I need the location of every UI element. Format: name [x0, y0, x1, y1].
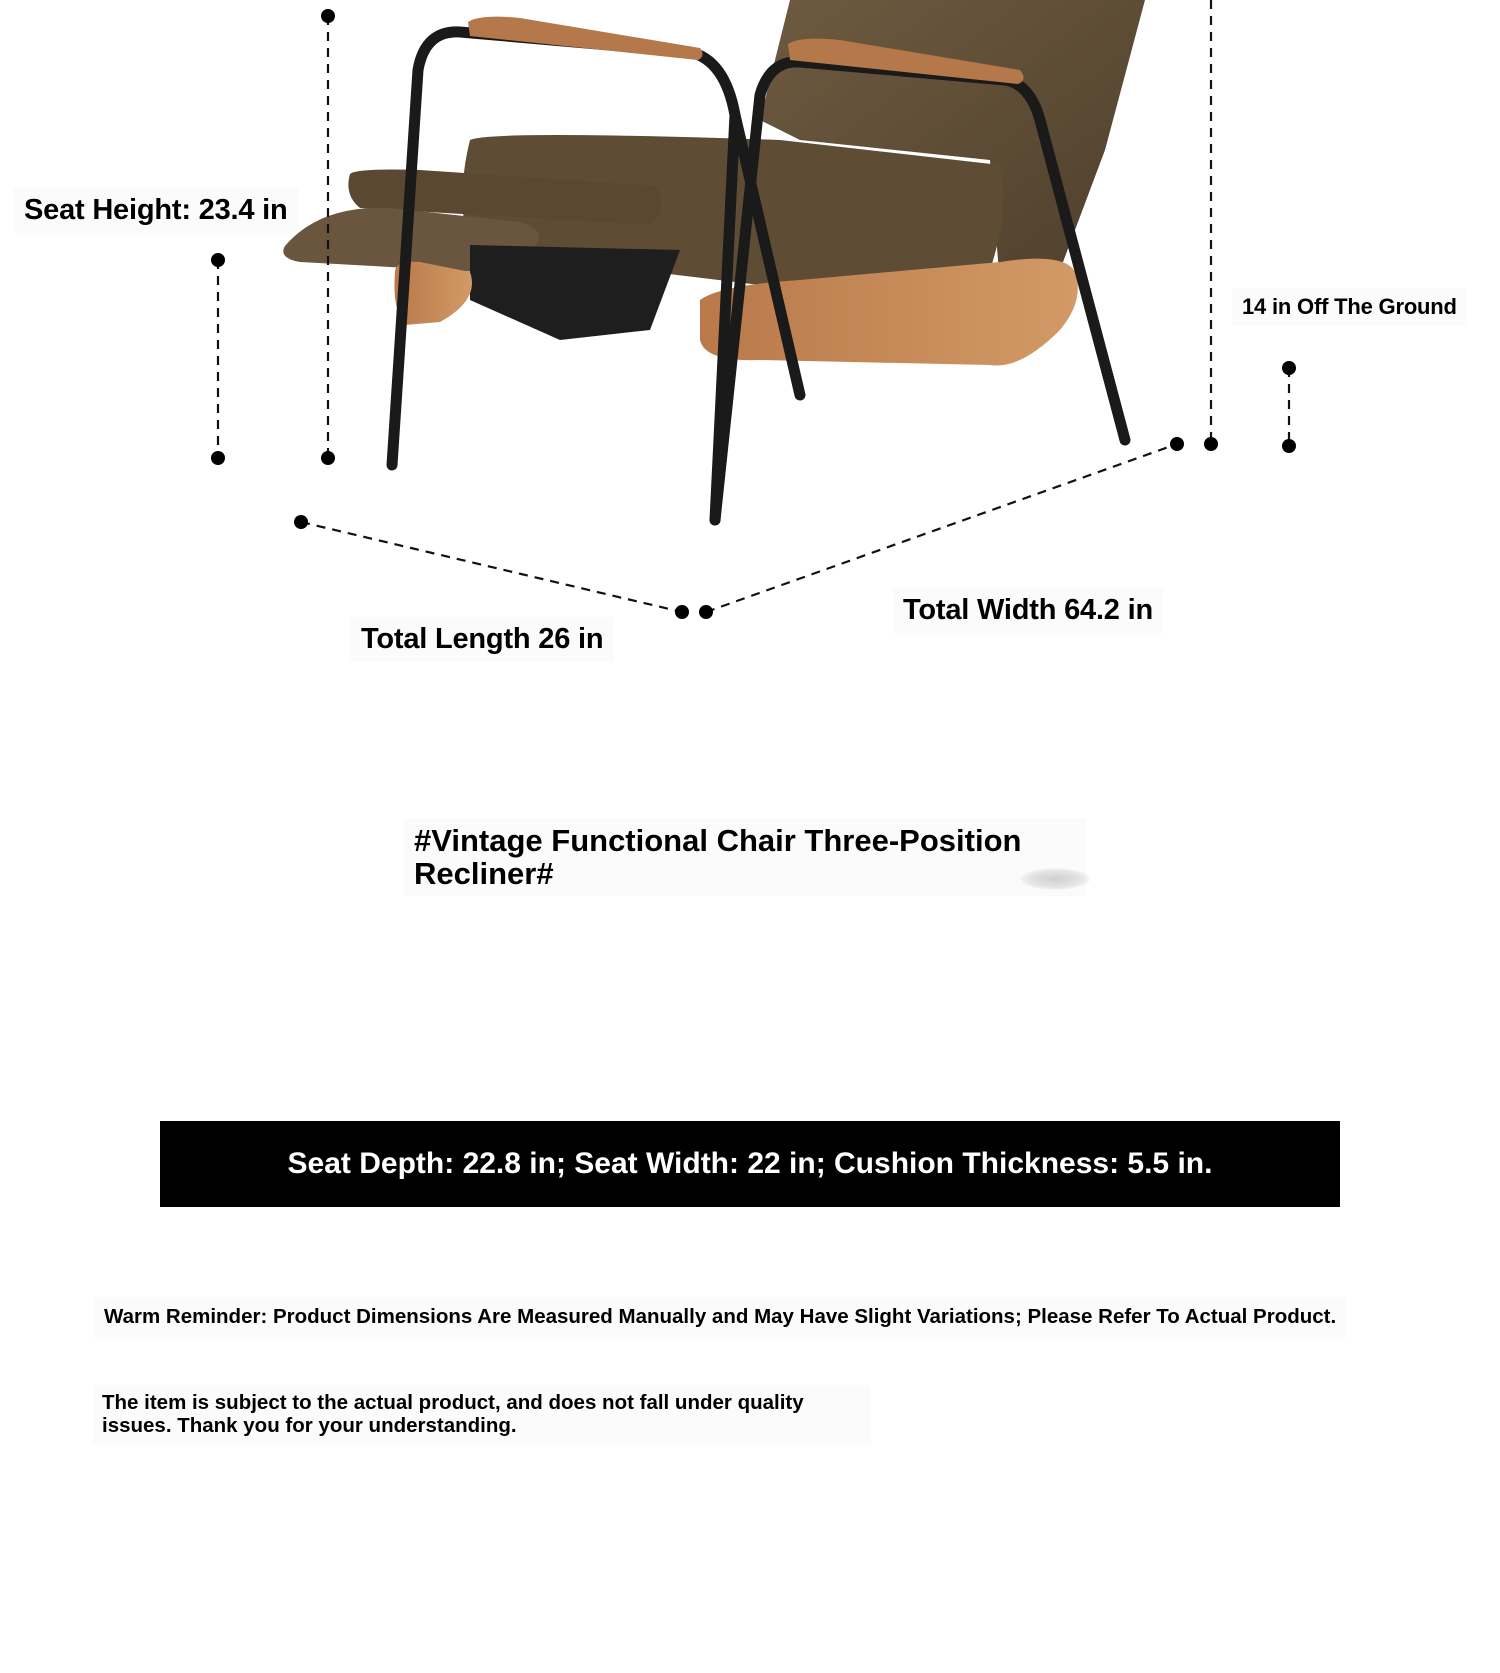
seat-height-label: Seat Height: 23.4 in [14, 188, 298, 233]
dimension-dot [1282, 439, 1296, 453]
quality-note-line1: The item is subject to the actual product, and does not fall under quality [102, 1391, 804, 1414]
specs-banner [160, 1121, 1340, 1207]
dimension-dot [1282, 361, 1296, 375]
length-dimension-line [301, 522, 682, 612]
specs-banner-text: Seat Depth: 22.8 in; Seat Width: 22 in; Cushion Thickness: 5.5 in. [287, 1147, 1213, 1180]
warm-reminder: Warm Reminder: Product Dimensions Are Measured Manually and May Have Slight Variations; Please Refer To Actual Product. [95, 1297, 1345, 1339]
product-title-line1: #Vintage Functional Chair Three-Position [414, 823, 1022, 858]
dimension-dot [211, 451, 225, 465]
width-dimension-line [706, 444, 1177, 612]
dimension-dot [321, 451, 335, 465]
dimension-dot [699, 605, 713, 619]
dimension-dot [1204, 437, 1218, 451]
total-length-label: Total Length 26 in [351, 617, 613, 662]
dimension-dot [321, 9, 335, 23]
product-title-line2: Recliner# [414, 856, 554, 891]
decorative-shadow [1020, 868, 1090, 890]
total-width-label: Total Width 64.2 in [893, 588, 1163, 633]
product-title [404, 818, 1086, 896]
dimension-dot [1170, 437, 1184, 451]
recliner-illustration [0, 0, 1500, 720]
chair-armrest-left [468, 17, 703, 60]
dimension-dot [675, 605, 689, 619]
quality-note [93, 1385, 871, 1445]
off-ground-label: 14 in Off The Ground [1232, 288, 1467, 326]
dimension-dot [294, 515, 308, 529]
quality-note-line2: issues. Thank you for your understanding. [102, 1414, 517, 1437]
dimension-dot [211, 253, 225, 267]
chair-mechanism [470, 245, 680, 340]
